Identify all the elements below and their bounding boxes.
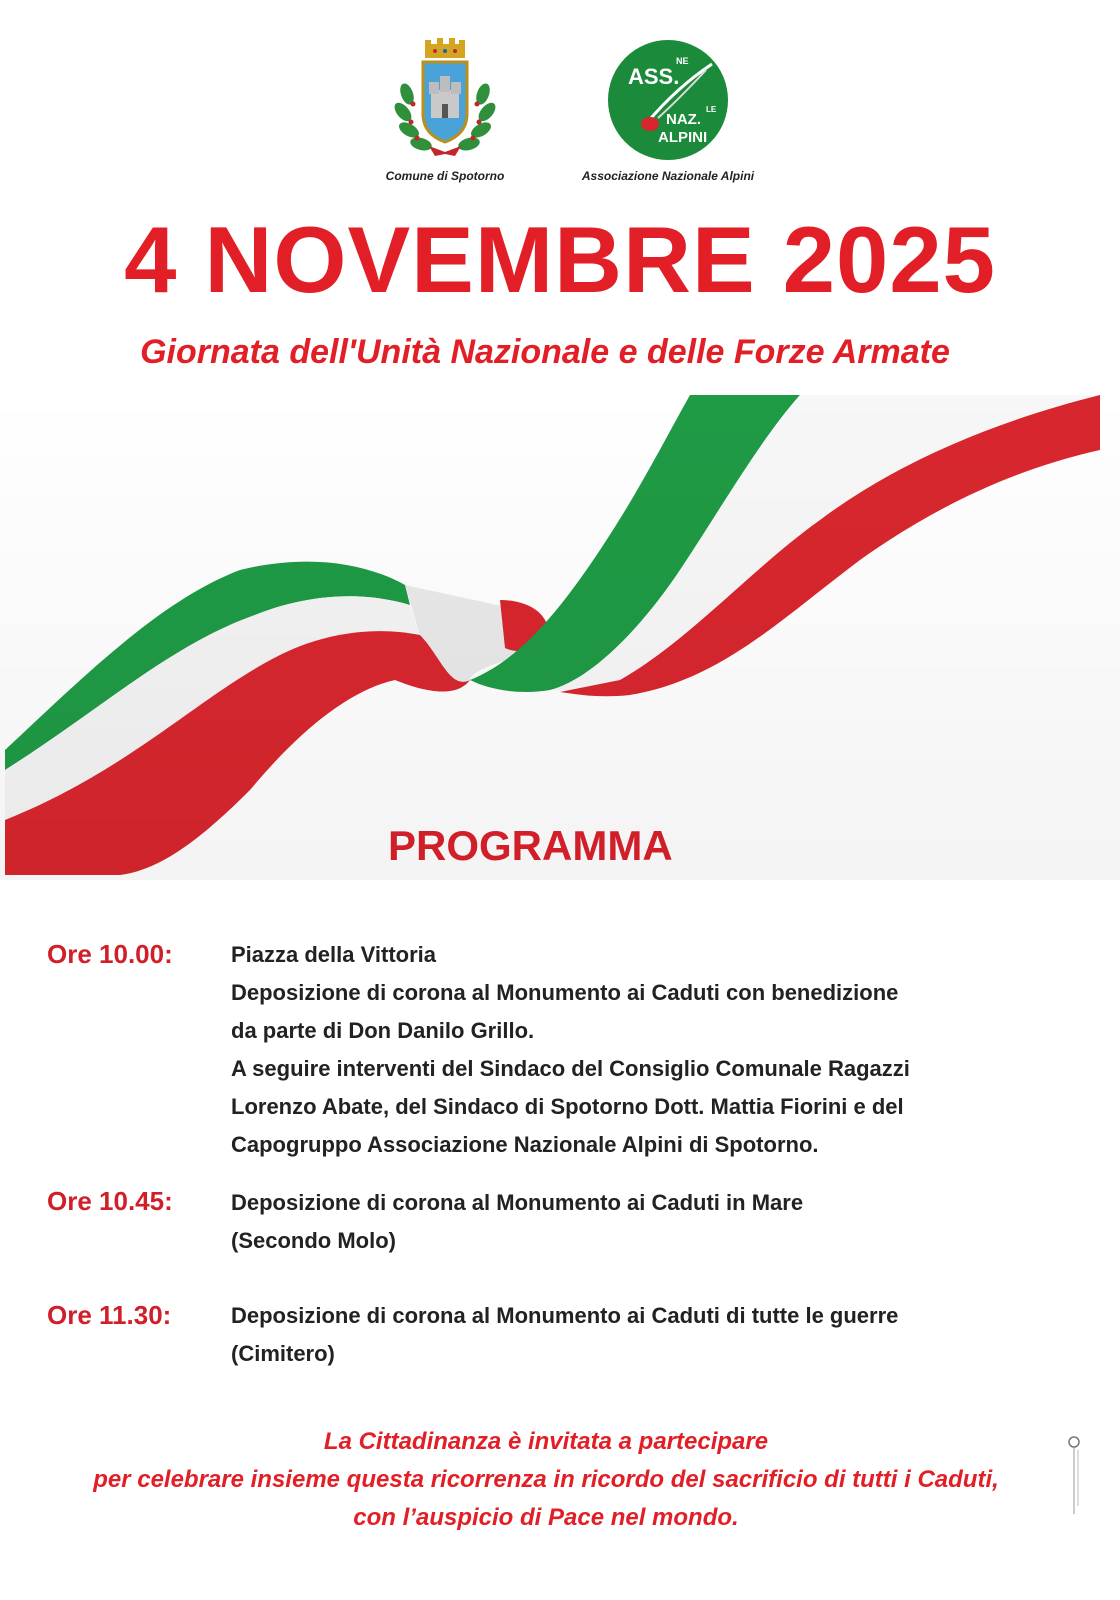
event-time: Ore 11.30: — [47, 1300, 172, 1330]
comune-caption: Comune di Spotorno — [385, 169, 505, 183]
svg-text:NAZ.: NAZ. — [666, 111, 701, 128]
event-line: da parte di Don Danilo Grillo. — [231, 1018, 535, 1043]
event-line: (Cimitero) — [231, 1341, 335, 1366]
event-line: (Secondo Molo) — [231, 1228, 396, 1253]
event-line: Deposizione di corona al Monumento ai Caduti con benedizione — [231, 980, 899, 1005]
event-line: Deposizione di corona al Monumento ai Caduti di tutte le guerre — [231, 1303, 899, 1328]
event-line: Piazza della Vittoria — [231, 942, 437, 967]
comune-crest-icon — [385, 34, 505, 164]
printer-mark-icon — [1066, 1436, 1082, 1516]
comune-logo — [373, 34, 517, 183]
svg-text:ASS.: ASS. — [628, 64, 680, 89]
italian-flag-ribbon — [0, 390, 1120, 880]
event-time: Ore 10.45: — [47, 1186, 173, 1216]
programma-heading: PROGRAMMA — [388, 822, 673, 869]
event-time: Ore 10.00: — [47, 939, 173, 969]
ana-logo — [580, 38, 756, 183]
event-line: Lorenzo Abate, del Sindaco di Spotorno Dott. Mattia Fiorini e del — [231, 1094, 904, 1119]
page-title: 4 NOVEMBRE 2025 — [124, 207, 996, 312]
event-line: A seguire interventi del Sindaco del Consiglio Comunale Ragazzi — [231, 1056, 910, 1081]
page-subtitle: Giornata dell'Unità Nazionale e delle Forze Armate — [140, 333, 950, 371]
svg-text:LE: LE — [706, 105, 717, 114]
svg-text:NE: NE — [676, 56, 689, 66]
footer-line: con l’auspicio di Pace nel mondo. — [353, 1504, 739, 1531]
ana-caption: Associazione Nazionale Alpini — [581, 169, 755, 183]
svg-text:ALPINI: ALPINI — [658, 129, 708, 146]
event-line: Deposizione di corona al Monumento ai Caduti in Mare — [231, 1190, 804, 1215]
footer-line: per celebrare insieme questa ricorrenza in ricordo del sacrificio di tutti i Caduti, — [93, 1466, 999, 1493]
footer-line: La Cittadinanza è invitata a partecipare — [323, 1428, 769, 1455]
ana-emblem-icon — [606, 38, 730, 162]
event-line: Capogruppo Associazione Nazionale Alpini di Spotorno. — [231, 1132, 819, 1157]
